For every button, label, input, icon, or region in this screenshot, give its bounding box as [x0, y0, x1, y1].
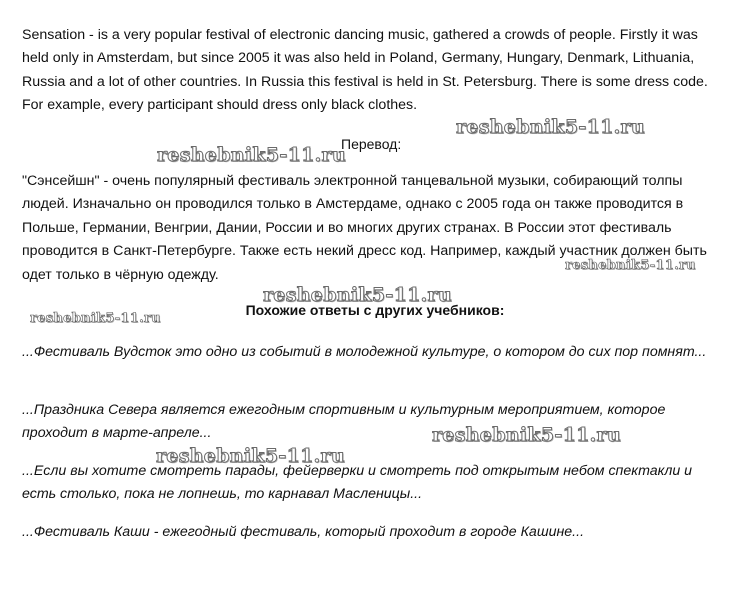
similar-answers-heading — [0, 300, 750, 320]
english-paragraph: Sensation - is a very popular festival of electronic dancing music, gathered a crowds of people. Firstly it was held only in Amsterdam, but since 2005 it was also held in Poland, Germany, Hungary, Denmark, Lithuania, Russia and a lot of other countries. In Russia this festival is held in St. Petersburg. There is some dress code. For example, every participant should dress only black clothes. — [22, 27, 708, 114]
translation-label: Перевод: — [341, 136, 402, 152]
watermark: reshebnik5-11.ru — [156, 445, 345, 467]
similar-answers-heading-text: Похожие ответы с других учебников: — [245, 302, 505, 318]
similar-answer-link[interactable]: ...Праздника Севера является ежегодным спортивным и культурным мероприятием, которое проходит в марте-апреле... — [22, 402, 666, 442]
similar-answer-link[interactable]: ...Фестиваль Вудсток это одно из событий в молодежной культуре, о котором до сих пор помнят... — [22, 344, 707, 360]
watermark: reshebnik5-11.ru — [565, 258, 696, 273]
watermark: reshebnik5-11.ru — [30, 311, 161, 326]
watermark: reshebnik5-11.ru — [263, 284, 452, 306]
similar-answer-link[interactable]: ...Фестиваль Каши - ежегодный фестиваль, который проходит в городе Кашине... — [22, 524, 585, 540]
watermark: reshebnik5-11.ru — [157, 144, 346, 166]
similar-answer-link[interactable]: ...Если вы хотите смотреть парады, фейерверки и смотреть под открытым небом спектакли и есть столько, пока не лопнешь, то карнавал Масленицы... — [22, 463, 693, 503]
russian-paragraph: "Сэнсейшн" - очень популярный фестиваль электронной танцевальной музыки, собирающий толпы людей. Изначально он проводился только в Амстердаме, однако с 2005 года он также проводится в Польше, Германии, Венгрии, Дании, России и во многих других странах. В России этот фестиваль проводится в Санкт-Петербурге. Также есть некий дресс код. Например, каждый участник должен быть одет только в чёрную одежду. — [22, 173, 707, 283]
watermark: reshebnik5-11.ru — [432, 424, 621, 446]
watermark: reshebnik5-11.ru — [456, 116, 645, 138]
